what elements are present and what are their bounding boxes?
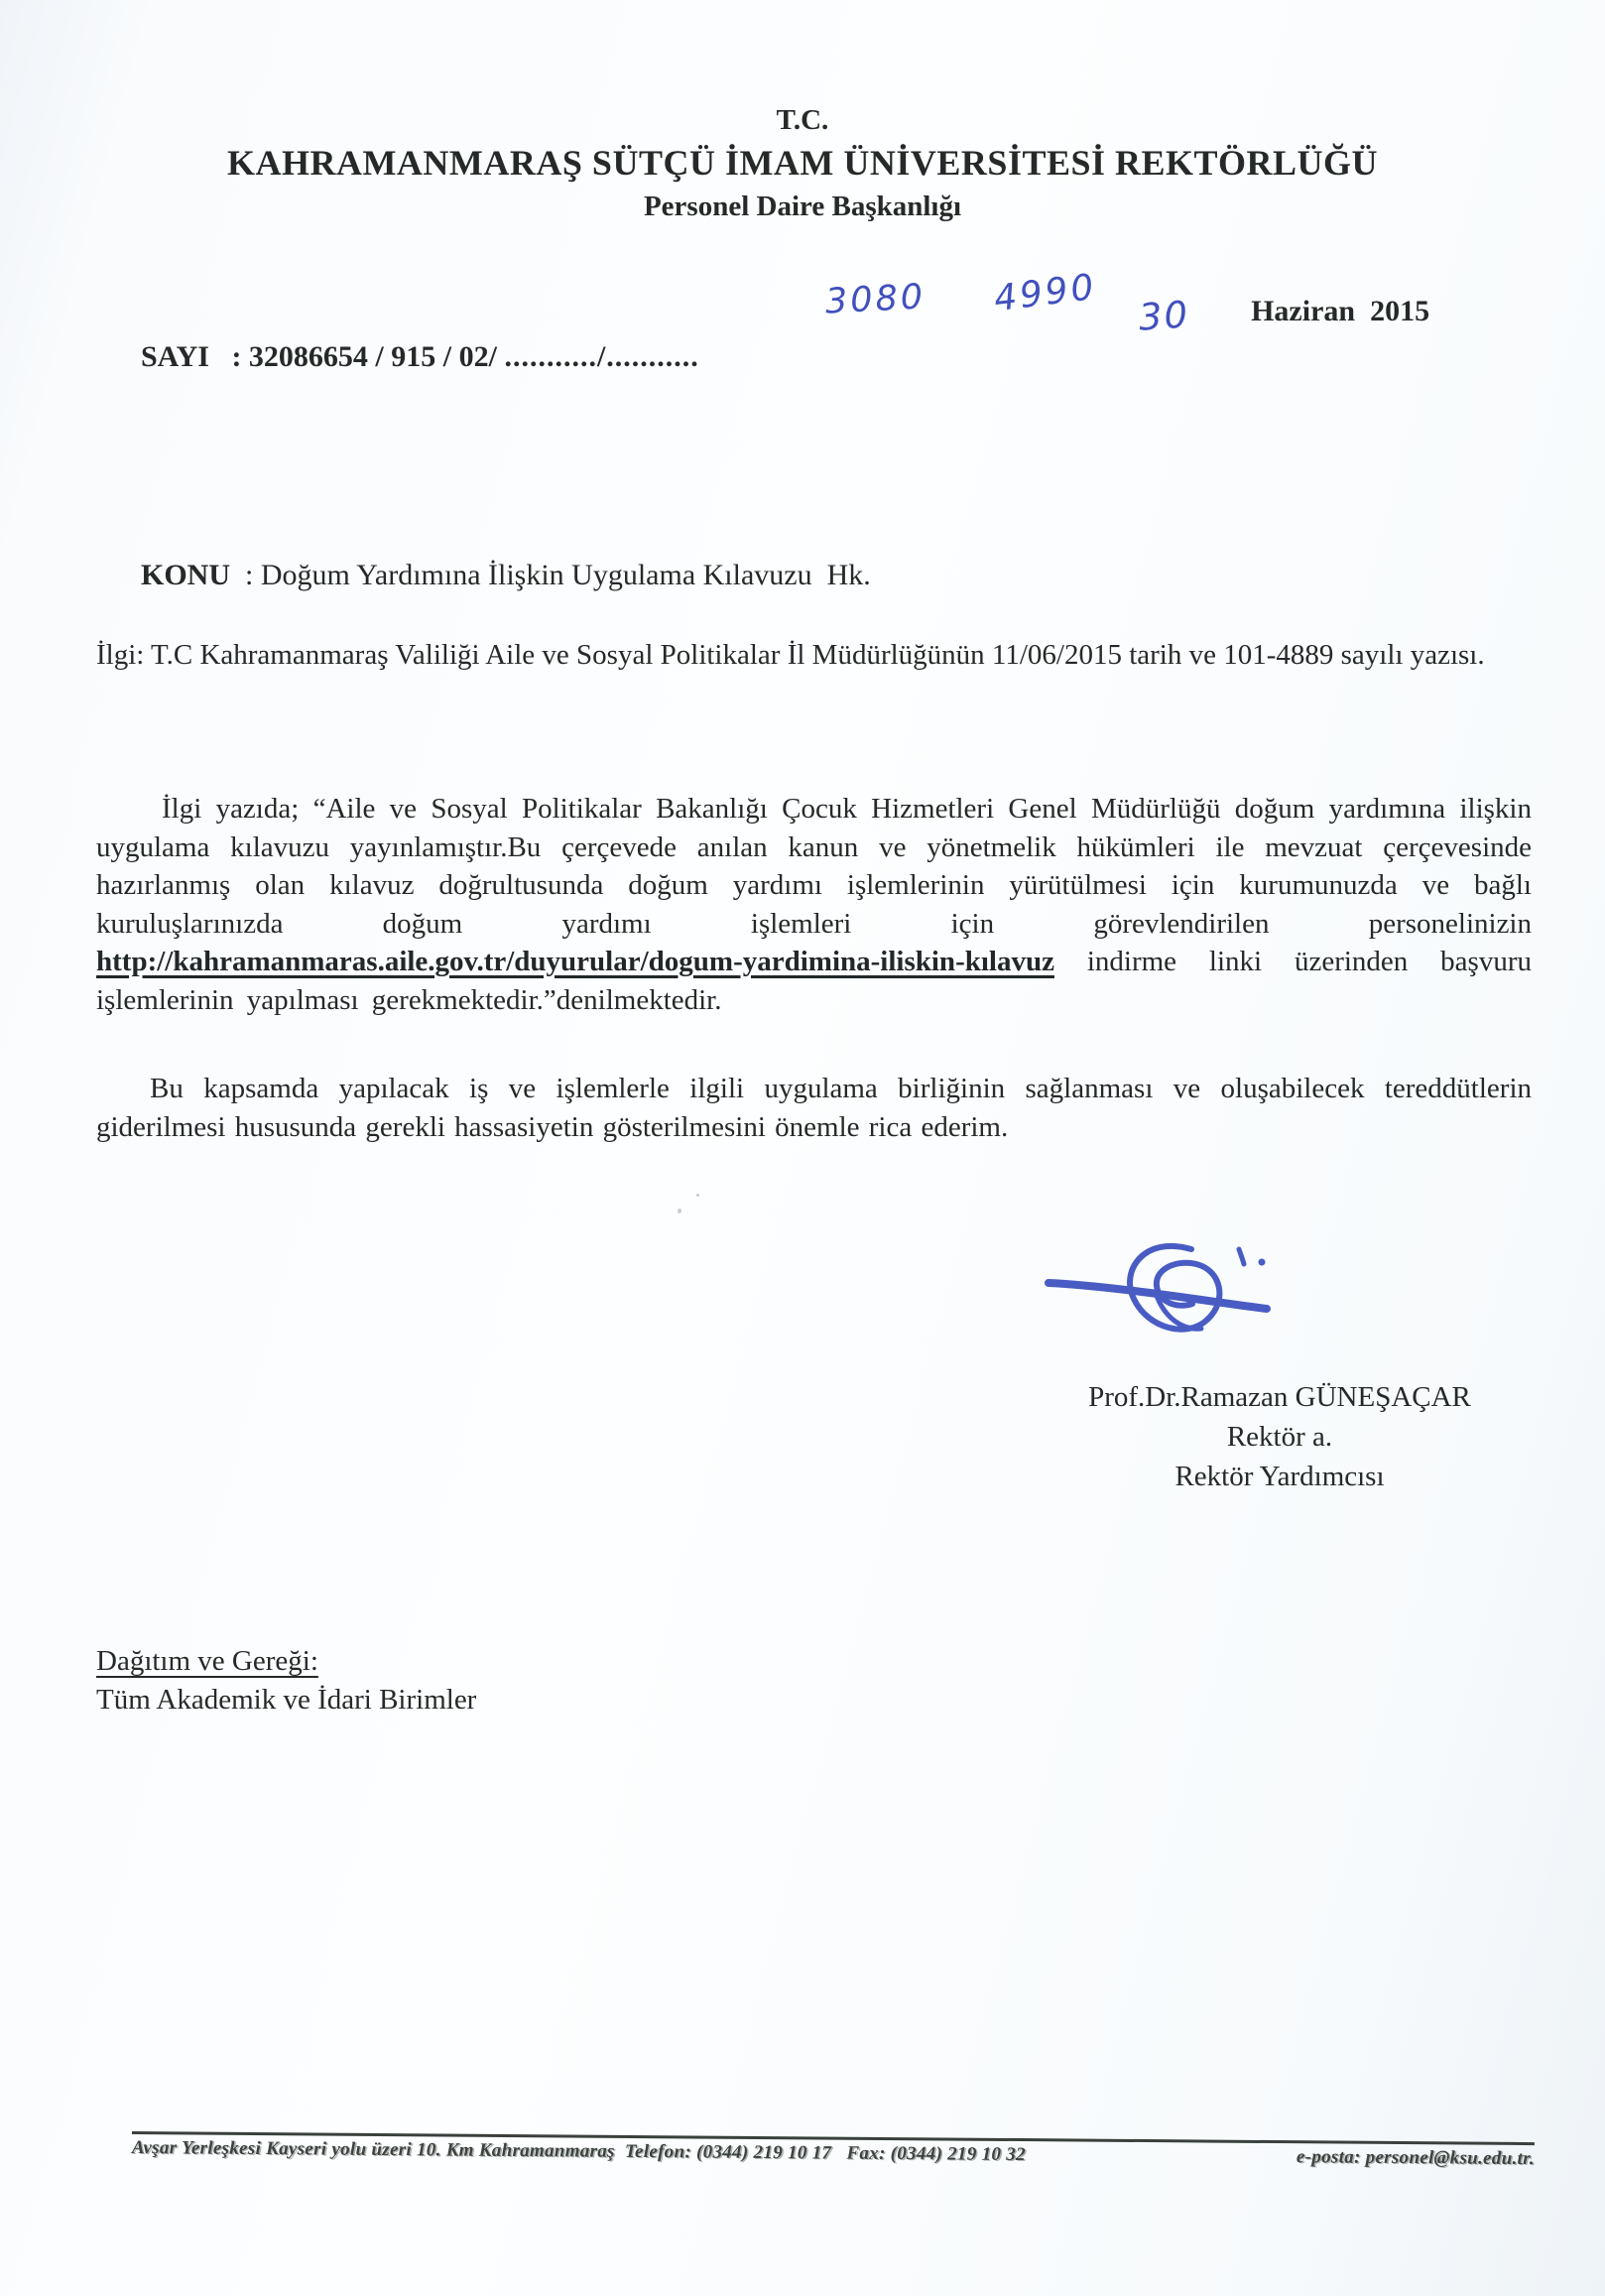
sayi-dotted-line: .........../........... bbox=[504, 340, 699, 373]
signer-block bbox=[1032, 1377, 1528, 1496]
signature-scribble-icon bbox=[1045, 1233, 1273, 1357]
paragraph-1-text-pre: İlgi yazıda; “Aile ve Sosyal Politikalar Bakanlığı Çocuk Hizmetleri Genel Müdürlüğü doğum yardımına ilişkin uygulama kılavuzu yayınlamıştır.Bu çerçevede anılan kanun ve yönetmelik hükümleri ile mevzuat çerçevesinde hazırlanmış olan kılavuz doğrultusunda doğum yardımı işlemlerinin yürütülmesi için kurumunuzda ve bağlı kuruluşlarınızda doğum yardımı işlemleri için görevlendirilen personelinizin bbox=[96, 793, 1532, 940]
reference-block bbox=[96, 266, 1099, 641]
footer bbox=[132, 2131, 1535, 2170]
footer-email: e-posta: personel@ksu.edu.tr. bbox=[1296, 2146, 1535, 2170]
url-link[interactable]: http://kahramanmaras.aile.gov.tr/duyurular/dogum-yardimina-iliskin-kılavuz bbox=[96, 946, 1054, 977]
signer-role-1: Rektör a. bbox=[1226, 1421, 1333, 1453]
reference-paragraph: İlgi: T.C Kahramanmaraş Valiliği Aile ve Sosyal Politikalar İl Müdürlüğünün 11/06/2015 tarih ve 101-4889 sayılı yazısı. bbox=[96, 639, 1485, 671]
paragraph-1-text-post: indirme linki üzerinden başvuru işlemlerinin yapılması gerekmektedir.”denilmektedir. bbox=[96, 946, 1532, 1016]
letterhead bbox=[0, 101, 1605, 226]
body-paragraph-1 bbox=[96, 790, 1532, 1019]
handwritten-number-2: 4990 bbox=[991, 266, 1099, 320]
konu-value: : Doğum Yardımına İlişkin Uygulama Kılavuzu Hk. bbox=[230, 559, 871, 591]
footer-address: Avşar Yerleşkesi Kayseri yolu üzeri 10. Km Kahramanmaraş Telefon: (0344) 219 10 17 Fax: (0344) 219 10 32 bbox=[131, 2136, 1026, 2166]
date-text: Haziran 2015 bbox=[1251, 295, 1430, 327]
distribution-title: Dağıtım ve Gereği: bbox=[96, 1645, 318, 1677]
date-block bbox=[1139, 295, 1429, 337]
konu-label: KONU bbox=[141, 559, 230, 591]
letterhead-tc: T.C. bbox=[776, 104, 829, 136]
handwritten-number-1: 3080 bbox=[824, 277, 927, 322]
signer-name: Prof.Dr.Ramazan GÜNEŞAÇAR bbox=[1088, 1381, 1471, 1413]
scan-speck bbox=[678, 1209, 681, 1213]
letterhead-department: Personel Daire Başkanlığı bbox=[643, 191, 962, 222]
scan-speck bbox=[696, 1194, 699, 1197]
signer-role-2: Rektör Yardımcısı bbox=[1174, 1461, 1385, 1492]
distribution-block bbox=[96, 1642, 476, 1720]
sayi-row bbox=[96, 266, 1099, 510]
konu-row bbox=[96, 510, 871, 641]
handwritten-day: 30 bbox=[1137, 293, 1191, 339]
body-paragraph-2: Bu kapsamda yapılacak iş ve işlemlerle ilgili uygulama birliğinin sağlanması ve oluşabilecek tereddütlerin giderilmesi hususunda gerekli hassasiyetin gösterilmesini önemle rica ederim. bbox=[96, 1073, 1532, 1143]
sayi-value: : 32086654 / 915 / 02/ bbox=[208, 340, 505, 373]
letterhead-university: KAHRAMANMARAŞ SÜTÇÜ İMAM ÜNİVERSİTESİ REKTÖRLÜĞÜ bbox=[226, 143, 1379, 183]
sayi-label: SAYI bbox=[141, 340, 209, 373]
signature-ink bbox=[1045, 1233, 1273, 1362]
distribution-recipients: Tüm Akademik ve İdari Birimler bbox=[96, 1684, 477, 1716]
